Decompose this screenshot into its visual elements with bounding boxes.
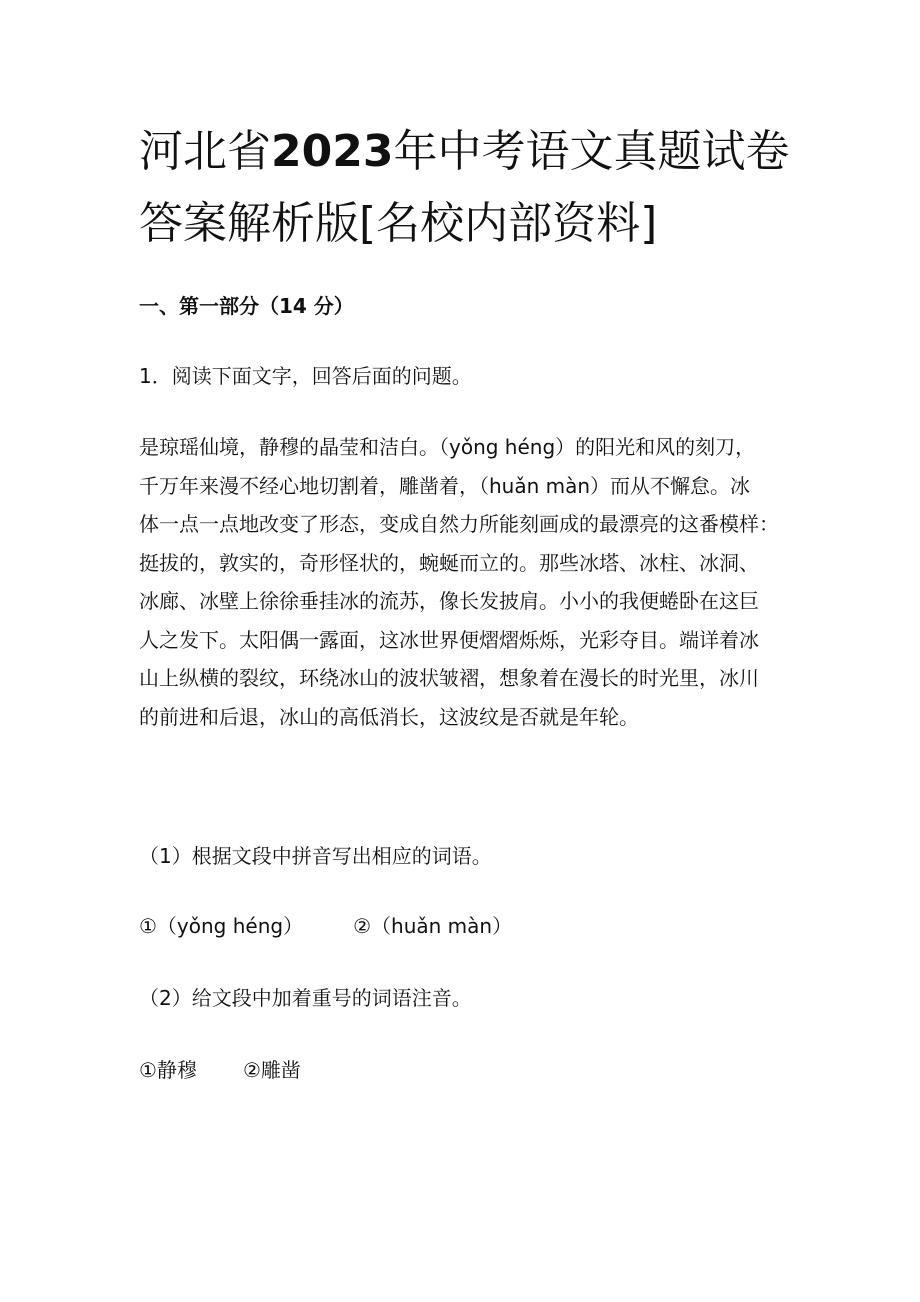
title-line1-year: 2023 bbox=[271, 126, 394, 177]
subquestion-2-prompt: （2）给文段中加着重号的词语注音。 bbox=[139, 986, 472, 1010]
passage-line: 的前进和后退，冰山的高低消长，这波纹是否就是年轮。 bbox=[139, 704, 639, 729]
reading-passage bbox=[139, 428, 799, 736]
title-line1-suffix: 年中考语文真题试卷 bbox=[393, 126, 790, 177]
title-line2: 答案解析版[名校内部资料] bbox=[139, 198, 658, 249]
subquestion-1-prompt: （1）根据文段中拼音写出相应的词语。 bbox=[139, 844, 492, 868]
passage-line: 是琼瑶仙境，静穆的晶莹和洁白。（yǒng héng）的阳光和风的刻刀， bbox=[139, 435, 756, 459]
title-line1-prefix: 河北省 bbox=[139, 126, 271, 177]
subquestion-2-item-2: ②雕凿 bbox=[242, 1058, 301, 1082]
subquestion-1-item-2: ②（huǎn màn） bbox=[353, 914, 513, 938]
passage-line: 挺拔的，敦实的，奇形怪状的，蜿蜒而立的。那些冰塔、冰柱、冰洞、 bbox=[139, 550, 759, 575]
passage-line: 山上纵横的裂纹，环绕冰山的波状皱褶，想象着在漫长的时光里，冰川 bbox=[139, 666, 759, 690]
passage-line: 体一点一点地改变了形态，变成自然力所能刻画成的最漂亮的这番模样： bbox=[139, 512, 779, 536]
subquestion-2-item-1: ①静穆 bbox=[139, 1058, 197, 1082]
subquestion-1-item-1: ①（yǒng héng） bbox=[139, 914, 304, 938]
subquestion-2-items bbox=[139, 1054, 301, 1086]
passage-line: 千万年来漫不经心地切割着，雕凿着，（huǎn màn）而从不懈怠。冰 bbox=[139, 473, 751, 498]
document-title bbox=[139, 116, 819, 260]
passage-line: 人之发下。太阳偶一露面，这冰世界便熠熠烁烁，光彩夺目。端详着冰 bbox=[139, 627, 759, 652]
section-heading: 一、第一部分（14 分） bbox=[139, 294, 354, 318]
question-stem: 1．阅读下面文字，回答后面的问题。 bbox=[139, 364, 472, 388]
subquestion-1-items bbox=[139, 910, 512, 942]
passage-line: 冰廊、冰壁上徐徐垂挂冰的流苏，像长发披肩。小小的我便蜷卧在这巨 bbox=[139, 589, 759, 613]
